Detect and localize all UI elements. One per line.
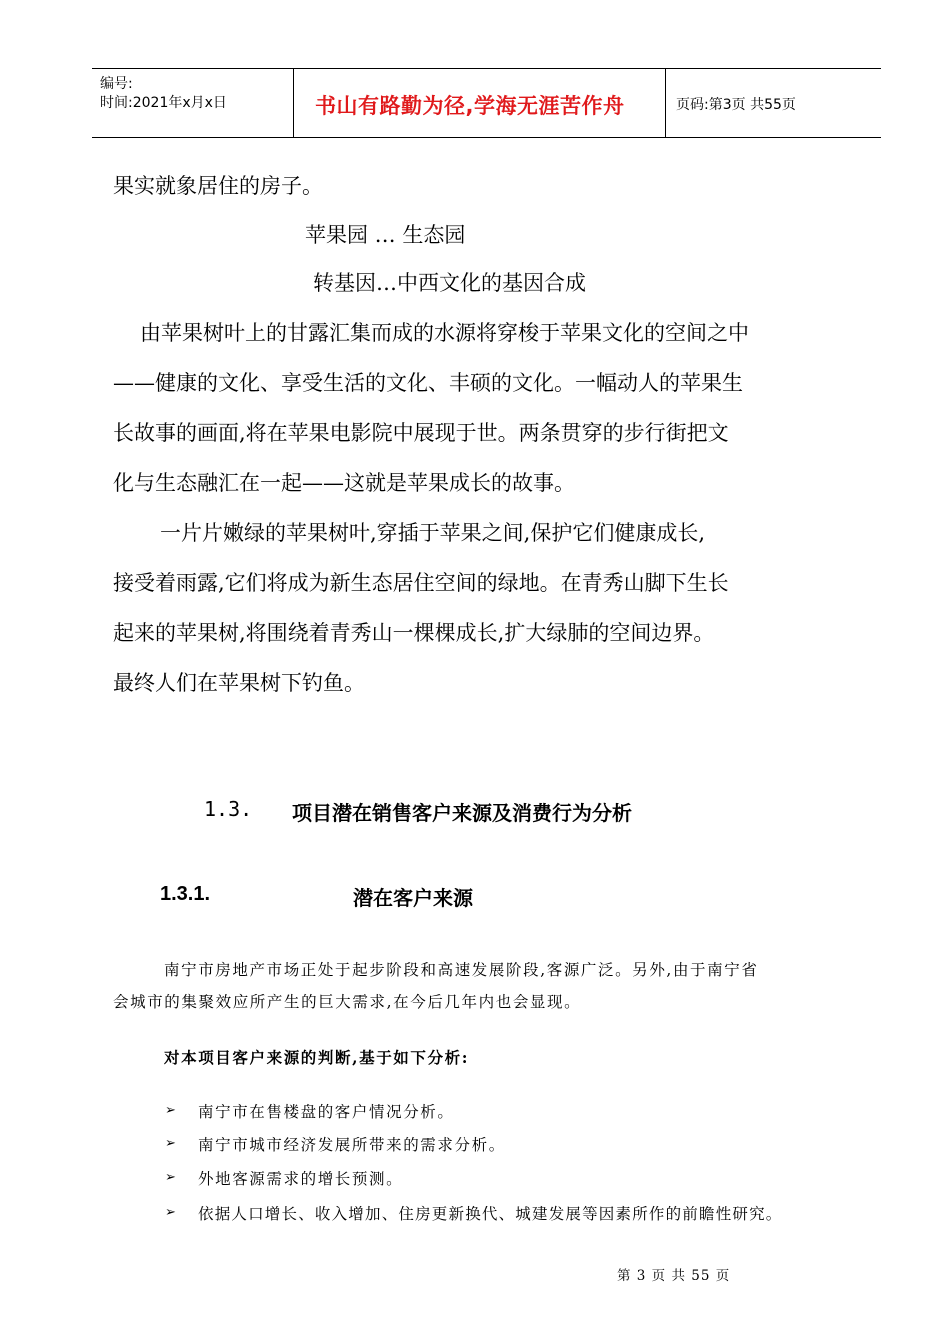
header-number-label: 编号: xyxy=(100,76,133,92)
section-number: 1.3. xyxy=(204,797,253,821)
intro-line-1: 南宁市房地产市场正处于起步阶段和高速发展阶段,客源广泛。另外,由于南宁省 xyxy=(164,961,759,979)
para3-line-1: 一片片嫩绿的苹果树叶,穿插于苹果之间,保护它们健康成长, xyxy=(160,521,706,545)
bullet-arrow-icon: ➢ xyxy=(165,1136,176,1151)
body-center-line-2: 转基因…中西文化的基因合成 xyxy=(313,271,586,295)
subsection-number: 1.3.1. xyxy=(160,883,211,905)
body-center-line-1: 苹果园 … 生态园 xyxy=(305,223,466,247)
list-item: 南宁市在售楼盘的客户情况分析。 xyxy=(198,1103,455,1121)
subsection-title: 潜在客户来源 xyxy=(353,886,473,910)
para2-line-1: 由苹果树叶上的甘露汇集而成的水源将穿梭于苹果文化的空间之中 xyxy=(140,321,749,345)
para2-line-2: ——健康的文化、享受生活的文化、丰硕的文化。一幅动人的苹果生 xyxy=(113,371,743,395)
header-page-label: 页码:第3页 共55页 xyxy=(676,97,796,113)
header-page-cell xyxy=(666,69,881,137)
list-item: 外地客源需求的增长预测。 xyxy=(198,1170,404,1188)
header-info-cell xyxy=(92,69,294,137)
bullet-arrow-icon: ➢ xyxy=(165,1170,176,1185)
header-date-label: 时间:2021年x月x日 xyxy=(100,95,227,111)
list-item: 依据人口增长、收入增加、住房更新换代、城建发展等因素所作的前瞻性研究。 xyxy=(198,1205,783,1223)
para2-line-4: 化与生态融汇在一起——这就是苹果成长的故事。 xyxy=(113,471,575,495)
bullet-arrow-icon: ➢ xyxy=(165,1205,176,1220)
header-motto-cell xyxy=(293,69,666,137)
bullet-arrow-icon: ➢ xyxy=(165,1103,176,1118)
body-line-1: 果实就象居住的房子。 xyxy=(113,174,323,198)
list-item: 南宁市城市经济发展所带来的需求分析。 xyxy=(198,1136,506,1154)
intro-line-2: 会城市的集聚效应所产生的巨大需求,在今后几年内也会显现。 xyxy=(113,993,582,1011)
header-motto: 书山有路勤为径,学海无涯苦作舟 xyxy=(315,94,625,118)
para3-line-3: 起来的苹果树,将围绕着青秀山一棵棵成长,扩大绿肺的空间边界。 xyxy=(113,621,715,645)
para3-line-4: 最终人们在苹果树下钓鱼。 xyxy=(113,671,365,695)
page-footer: 第 3 页 共 55 页 xyxy=(617,1268,731,1284)
section-title: 项目潜在销售客户来源及消费行为分析 xyxy=(292,801,632,825)
para3-line-2: 接受着雨露,它们将成为新生态居住空间的绿地。在青秀山脚下生长 xyxy=(113,571,729,595)
page-header xyxy=(92,68,881,138)
analysis-heading: 对本项目客户来源的判断,基于如下分析: xyxy=(164,1048,470,1067)
para2-line-3: 长故事的画面,将在苹果电影院中展现于世。两条贯穿的步行街把文 xyxy=(113,421,729,445)
